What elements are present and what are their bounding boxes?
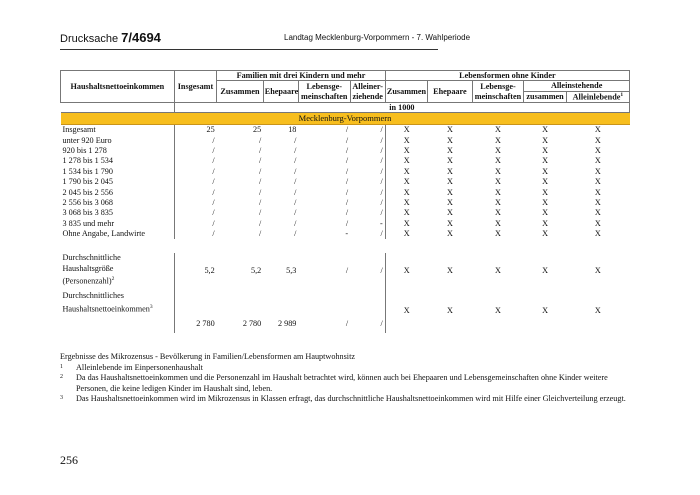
table-cell: X bbox=[495, 135, 501, 145]
table-cell: X bbox=[495, 187, 501, 197]
table-cell: X bbox=[594, 198, 601, 208]
table-cell: 18 bbox=[288, 125, 297, 135]
table-cell: / bbox=[345, 156, 349, 166]
table-cell: X bbox=[495, 218, 501, 228]
unit-label: in 1000 bbox=[174, 103, 629, 113]
table-cell: X bbox=[495, 265, 501, 275]
empty-cell bbox=[263, 287, 298, 315]
table-cell: / bbox=[380, 187, 383, 197]
row-label: 2 556 bis 3 068 bbox=[61, 198, 175, 208]
table-cell: / bbox=[212, 208, 215, 218]
empty-label bbox=[61, 315, 175, 333]
empty-cell bbox=[524, 315, 566, 333]
table-cell: X bbox=[542, 198, 549, 208]
col-alleinstehende-zusammen: zusammen bbox=[524, 91, 566, 102]
page-number: 256 bbox=[60, 453, 78, 467]
footnote-3-text: Das Haushaltsnettoeinkommen wird im Mikrozensus in Klassen erfragt, das durchschnittliche Haushaltsnettoeinkommen wird mit Hilfe einer Gleichverteilung erzeugt. bbox=[76, 394, 626, 404]
table-cell: X bbox=[594, 187, 601, 197]
table-cell: X bbox=[446, 135, 453, 145]
table-cell: X bbox=[446, 177, 453, 187]
table-cell: / bbox=[294, 146, 297, 156]
table-cell: / bbox=[380, 229, 383, 239]
table-cell: X bbox=[446, 156, 453, 166]
table-cell: / bbox=[345, 135, 349, 145]
table-cell: X bbox=[495, 198, 501, 208]
income-label-line2-text: Haushaltsnettoeinkommen bbox=[62, 304, 150, 314]
table-cell: / bbox=[212, 156, 215, 166]
table-cell: X bbox=[385, 208, 427, 218]
row-label: Ohne Angabe, Landwirte bbox=[61, 229, 175, 239]
size-label-line3-text: (Personenzahl) bbox=[62, 276, 112, 286]
table-cell: / bbox=[258, 156, 262, 166]
table-cell: / bbox=[345, 177, 349, 187]
col-zusammen: Zusammen bbox=[217, 81, 264, 103]
table-row bbox=[61, 146, 630, 156]
table-cell: X bbox=[495, 177, 501, 187]
table-cell: X bbox=[385, 166, 427, 176]
size-label-line2: Haushaltsgröße bbox=[62, 263, 114, 273]
footnote-ref-2: 2 bbox=[111, 276, 115, 283]
table-cell: X bbox=[385, 287, 427, 315]
table-cell: 2 780 bbox=[242, 319, 262, 329]
footnote-2-text: Da das Haushaltsnettoeinkommen und die Personenzahl im Haushalt betrachtet wird, können auch bei Ehepaaren und Lebensgemeinschaften ohne Kinder weitere Personen, die keine ledigen Kinder im Haushalt sind, leben. bbox=[76, 373, 608, 393]
col-lebensgemeinschaften-no-children: Lebensge-meinschaften bbox=[472, 81, 524, 103]
table-cell: / bbox=[294, 229, 297, 239]
table-cell: 5,3 bbox=[286, 265, 297, 275]
empty-cell bbox=[566, 315, 629, 333]
table-cell: X bbox=[446, 146, 453, 156]
table-cell: X bbox=[594, 166, 601, 176]
col-alleinerziehende: Alleiner-ziehende bbox=[350, 81, 385, 103]
table-cell: - bbox=[345, 229, 349, 239]
spacer-cell bbox=[61, 239, 630, 253]
income-label-line1: Durchschnittliches bbox=[62, 291, 124, 301]
footnote-1-mark: 1 bbox=[60, 363, 63, 370]
table-cell: X bbox=[594, 208, 601, 218]
group-no-children: Lebensformen ohne Kinder bbox=[385, 71, 629, 81]
table-cell: / bbox=[294, 218, 297, 228]
empty-cell bbox=[298, 287, 350, 315]
table-cell: / bbox=[294, 135, 297, 145]
empty-cell bbox=[350, 287, 385, 315]
table-cell: / bbox=[345, 265, 349, 275]
table-cell: / bbox=[380, 146, 383, 156]
table-cell: X bbox=[594, 305, 601, 315]
table-cell: / bbox=[294, 166, 297, 176]
empty-cell bbox=[217, 287, 264, 315]
table-cell: 25 bbox=[253, 125, 262, 135]
table-cell: / bbox=[258, 218, 262, 228]
unit-row bbox=[61, 103, 630, 113]
table-cell: / bbox=[258, 229, 262, 239]
footnote-2 bbox=[60, 373, 630, 394]
footnote-1 bbox=[60, 363, 630, 374]
table-row bbox=[61, 187, 630, 197]
table-cell: / bbox=[294, 187, 297, 197]
table-cell: X bbox=[542, 265, 549, 275]
table-cell: X bbox=[446, 187, 453, 197]
footnote-3-mark: 3 bbox=[60, 395, 63, 402]
table-cell: X bbox=[495, 208, 501, 218]
table-cell: / bbox=[345, 218, 349, 228]
household-income-table bbox=[60, 70, 630, 333]
table-cell: / bbox=[345, 187, 349, 197]
size-label-line1: Durchschnittliche bbox=[62, 253, 121, 263]
table-cell: / bbox=[258, 198, 262, 208]
table-cell: X bbox=[446, 166, 453, 176]
table-row bbox=[61, 177, 630, 187]
table-row bbox=[61, 229, 630, 239]
table-row bbox=[61, 166, 630, 176]
table-cell: X bbox=[495, 125, 501, 135]
table-cell: X bbox=[542, 125, 549, 135]
table-cell: X bbox=[594, 265, 601, 275]
table-cell: X bbox=[542, 177, 549, 187]
table-cell: 2 989 bbox=[277, 319, 297, 329]
table-row-income-values bbox=[61, 315, 630, 333]
table-cell: X bbox=[446, 218, 453, 228]
table-cell: X bbox=[542, 156, 549, 166]
document-label bbox=[60, 30, 161, 45]
col-ehepaare-no-children: Ehepaare bbox=[428, 81, 472, 103]
table-cell: X bbox=[385, 218, 427, 228]
row-label: unter 920 Euro bbox=[61, 135, 175, 145]
row-label: 920 bis 1 278 bbox=[61, 146, 175, 156]
table-cell: 2 780 bbox=[196, 319, 215, 329]
table-cell: X bbox=[446, 265, 453, 275]
table-cell: / bbox=[380, 208, 383, 218]
table-cell: / bbox=[380, 135, 383, 145]
document-label-text: Drucksache bbox=[60, 33, 119, 45]
table-row bbox=[61, 135, 630, 145]
row-label: 1 278 bis 1 534 bbox=[61, 156, 175, 166]
parliament-title: Landtag Mecklenburg-Vorpommern - 7. Wahlperiode bbox=[284, 33, 471, 42]
col-lebensgemeinschaften: Lebensge-meinschaften bbox=[298, 81, 350, 103]
row-header: Haushaltsnettoeinkommen bbox=[61, 71, 175, 103]
row-label: 1 534 bis 1 790 bbox=[61, 166, 175, 176]
table-cell: / bbox=[258, 208, 262, 218]
footnote-1-text: Alleinlebende im Einpersonenhaushalt bbox=[76, 362, 203, 372]
table-row bbox=[61, 156, 630, 166]
table-cell: X bbox=[385, 229, 427, 239]
table-row bbox=[61, 208, 630, 218]
empty-cell bbox=[472, 315, 524, 333]
table-cell: / bbox=[258, 187, 262, 197]
table-cell: X bbox=[495, 305, 501, 315]
table-cell: X bbox=[542, 146, 549, 156]
table-cell: / bbox=[345, 198, 349, 208]
table-cell: / bbox=[258, 177, 262, 187]
table-cell: X bbox=[385, 253, 427, 287]
table-cell: / bbox=[380, 265, 383, 275]
table-cell: / bbox=[345, 319, 349, 329]
source-note: Ergebnisse des Mikrozensus - Bevölkerung in Familien/Lebensformen am Hauptwohnsitz bbox=[60, 352, 355, 361]
table-cell: X bbox=[594, 135, 601, 145]
table-cell: / bbox=[380, 319, 383, 329]
table-cell: X bbox=[385, 135, 427, 145]
row-label: 3 068 bis 3 835 bbox=[61, 208, 175, 218]
document-number: 7/4694 bbox=[121, 30, 161, 45]
table-cell: X bbox=[594, 177, 601, 187]
col-alleinstehende: Alleinstehende bbox=[524, 81, 630, 91]
table-cell: X bbox=[385, 198, 427, 208]
table-cell: / bbox=[212, 218, 215, 228]
table-cell: X bbox=[542, 305, 549, 315]
col-alleinlebende-text: Alleinlebende bbox=[572, 92, 621, 102]
spacer-row bbox=[61, 239, 630, 253]
region-band bbox=[61, 113, 630, 124]
table-row bbox=[61, 124, 630, 135]
table-cell: X bbox=[446, 229, 453, 239]
table-cell: - bbox=[380, 218, 383, 228]
table-cell: / bbox=[258, 166, 262, 176]
footnote-3 bbox=[60, 394, 630, 405]
table-cell: / bbox=[380, 198, 383, 208]
table-cell: X bbox=[542, 229, 549, 239]
table-cell: X bbox=[542, 187, 549, 197]
table-cell: X bbox=[446, 198, 453, 208]
table-cell: / bbox=[345, 146, 349, 156]
table-cell: X bbox=[385, 177, 427, 187]
table-cell: X bbox=[446, 125, 453, 135]
table-cell: X bbox=[542, 166, 549, 176]
table-row-income bbox=[61, 287, 630, 315]
col-ehepaare: Ehepaare bbox=[263, 81, 298, 103]
row-label: 2 045 bis 2 556 bbox=[61, 187, 175, 197]
table-cell: / bbox=[212, 166, 215, 176]
size-label-line3 bbox=[63, 274, 172, 287]
table-cell: X bbox=[594, 156, 601, 166]
table-cell: / bbox=[345, 125, 349, 135]
empty-cell bbox=[174, 287, 216, 315]
income-label-line2 bbox=[63, 302, 172, 315]
row-label: Insgesamt bbox=[61, 124, 175, 135]
table-cell: X bbox=[542, 208, 549, 218]
col-zusammen-no-children: Zusammen bbox=[385, 81, 427, 103]
table-cell: X bbox=[542, 218, 549, 228]
table-cell: X bbox=[542, 135, 549, 145]
table-cell: X bbox=[594, 146, 601, 156]
footnote-2-mark: 2 bbox=[60, 374, 63, 381]
table-cell: X bbox=[385, 156, 427, 166]
row-label: 3 835 und mehr bbox=[61, 218, 175, 228]
table-cell: X bbox=[385, 124, 427, 135]
region-label: Mecklenburg-Vorpommern bbox=[61, 113, 630, 124]
table-cell: / bbox=[212, 146, 215, 156]
table-cell: X bbox=[495, 156, 501, 166]
table-row bbox=[61, 198, 630, 208]
table-cell: X bbox=[495, 166, 501, 176]
table-cell: X bbox=[594, 125, 601, 135]
table-cell: / bbox=[212, 229, 215, 239]
table-cell: / bbox=[380, 125, 383, 135]
table-cell: 5,2 bbox=[251, 265, 262, 275]
table-cell: / bbox=[345, 208, 349, 218]
row-label-household-size bbox=[61, 253, 175, 287]
group-families-three-children: Familien mit drei Kindern und mehr bbox=[217, 71, 386, 81]
table-cell: / bbox=[294, 208, 297, 218]
table-cell: X bbox=[385, 187, 427, 197]
table-cell: 5,2 bbox=[204, 265, 215, 275]
table-cell: / bbox=[345, 166, 349, 176]
col-alleinlebende bbox=[566, 91, 629, 102]
table-cell: / bbox=[380, 177, 383, 187]
table-cell: 25 bbox=[206, 125, 215, 135]
table-cell: / bbox=[294, 198, 297, 208]
table-cell: X bbox=[446, 305, 453, 315]
table-cell: / bbox=[380, 166, 383, 176]
footnote-ref-1: 1 bbox=[620, 91, 624, 98]
table-cell: X bbox=[495, 146, 501, 156]
table-cell: / bbox=[212, 198, 215, 208]
header-rule bbox=[60, 49, 438, 50]
row-label: 1 790 bis 2 045 bbox=[61, 177, 175, 187]
table-cell: / bbox=[380, 156, 383, 166]
footnote-ref-3: 3 bbox=[149, 303, 153, 310]
table-cell: / bbox=[212, 135, 215, 145]
table-body bbox=[61, 113, 630, 333]
table-cell: X bbox=[385, 146, 427, 156]
table-cell: / bbox=[258, 135, 262, 145]
table-cell: / bbox=[294, 156, 297, 166]
table-cell: / bbox=[258, 146, 262, 156]
table-cell: / bbox=[212, 187, 215, 197]
table-cell: / bbox=[294, 177, 297, 187]
table-cell: X bbox=[594, 218, 601, 228]
empty-cell bbox=[385, 315, 427, 333]
header-row-1 bbox=[61, 71, 630, 81]
empty-cell bbox=[428, 315, 472, 333]
table-cell: X bbox=[495, 229, 501, 239]
table-row bbox=[61, 218, 630, 228]
row-label-income bbox=[61, 287, 175, 315]
notes bbox=[60, 352, 630, 405]
table-cell: X bbox=[594, 229, 601, 239]
table-row-household-size bbox=[61, 253, 630, 287]
col-insgesamt: Insgesamt bbox=[174, 71, 216, 103]
table-cell: / bbox=[212, 177, 215, 187]
table-cell: X bbox=[446, 208, 453, 218]
